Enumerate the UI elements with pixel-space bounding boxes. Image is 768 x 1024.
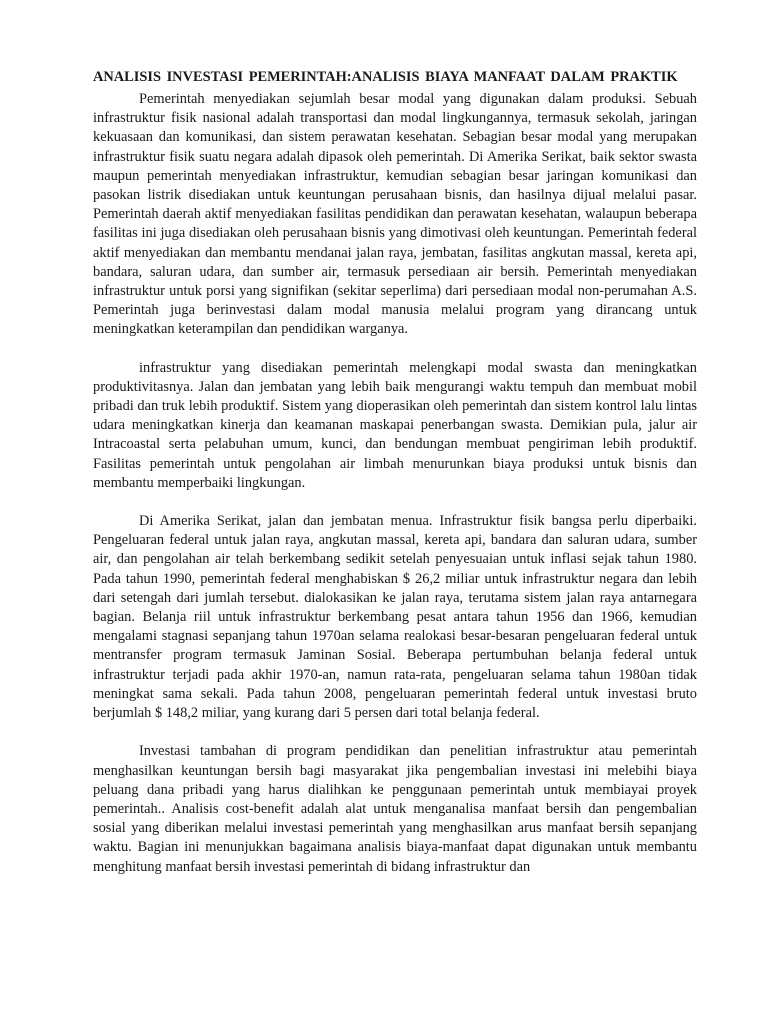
document-title: ANALISIS INVESTASI PEMERINTAH:ANALISIS BIAYA MANFAAT DALAM PRAKTIK — [93, 69, 678, 85]
document-page — [93, 68, 697, 896]
paragraph-2: infrastruktur yang disediakan pemerintah melengkapi modal swasta dan meningkatkan produktivitasnya. Jalan dan jembatan yang lebih baik mengurangi waktu tempuh dan membuat mobil pribadi dan truk lebih produktif. Sistem yang dioperasikan oleh pemerintah dan sistem kontrol lalu lintas udara meningkatkan kinerja dan keamanan maskapai penerbangan swasta. Demikian pula, jalur air Intracoastal serta pelabuhan umum, kunci, dan bendungan membuat pengiriman lebih produktif. Fasilitas pemerintah untuk pengolahan air limbah menurunkan biaya produksi untuk bisnis dan membantu memperbaiki lingkungan. — [93, 359, 697, 491]
paragraph-4: Investasi tambahan di program pendidikan dan penelitian infrastruktur atau pemerintah menghasilkan keuntungan bersih bagi masyarakat jika pengembalian investasi ini melebihi biaya peluang dana pribadi yang harus dialihkan ke penggunaan pemerintah untuk membiayai proyek pemerintah.. Analisis cost-benefit adalah alat untuk menganalisa manfaat bersih dan pengembalian sosial yang diberikan melalui investasi pemerintah yang menghasilkan arus manfaat bersih sepanjang waktu. Bagian ini menunjukkan bagaimana analisis biaya-manfaat dapat digunakan untuk membantu menghitung manfaat bersih investasi pemerintah di bidang infrastruktur dan — [93, 743, 697, 875]
paragraph-3: Di Amerika Serikat, jalan dan jembatan menua. Infrastruktur fisik bangsa perlu diperbaiki. Pengeluaran federal untuk jalan raya, angkutan massal, kereta api, bandara dan saluran udara, sumber air, dan pengolahan air telah berkembang sedikit setelah penyesuaian untuk inflasi sejak tahun 1980. Pada tahun 1990, pemerintah federal menghabiskan $ 26,2 miliar untuk infrastruktur negara dan lebih dari setengah dari jumlah tersebut. dialokasikan ke jalan raya, terutama sistem jalan raya antarnegara bagian. Belanja riil untuk infrastruktur berkembang pesat antara tahun 1956 dan 1966, kemudian mengalami stagnasi sepanjang tahun 1970an selama realokasi besar-besaran pengeluaran federal untuk mentransfer program termasuk Jaminan Sosial. Beberapa pertumbuhan belanja federal untuk infrastruktur terjadi pada akhir 1970-an, namun rata-rata, pengeluaran selama tahun 1980an tidak meningkat sama sekali. Pada tahun 2008, pengeluaran pemerintah federal untuk investasi bruto berjumlah $ 148,2 miliar, yang kurang dari 5 persen dari total belanja federal. — [93, 513, 697, 722]
paragraph-1: Pemerintah menyediakan sejumlah besar modal yang digunakan dalam produksi. Sebuah infrastruktur fisik nasional adalah transportasi dan modal lingkungannya, termasuk sekolah, jaringan kekuasaan dan komunikasi, dan sistem perawatan kesehatan. Sebagian besar modal yang merupakan infrastruktur fisik suatu negara adalah dipasok oleh pemerintah. Di Amerika Serikat, baik sektor swasta maupun pemerintah menyediakan infrastruktur, kemudian sebagian besar jaringan komunikasi dan pasokan listrik disediakan untuk keuntungan perusahaan bisnis, dan hasilnya dijual melalui pasar. Pemerintah daerah aktif menyediakan fasilitas pendidikan dan perawatan kesehatan, walaupun beberapa fasilitas ini juga disediakan oleh perusahaan bisnis yang dimotivasi oleh keuntungan. Pemerintah federal aktif menyediakan dan membantu mendanai jalan raya, jembatan, fasilitas angkutan massal, kereta api, bandara, saluran udara, dan sumber air, termasuk persediaan air bersih. Pemerintah menyediakan infrastruktur untuk porsi yang signifikan (sekitar seperlima) dari persediaan modal non-perumahan A.S. Pemerintah juga berinvestasi dalam modal manusia melalui program yang dirancang untuk meningkatkan keterampilan dan pendidikan warganya. — [93, 91, 697, 338]
